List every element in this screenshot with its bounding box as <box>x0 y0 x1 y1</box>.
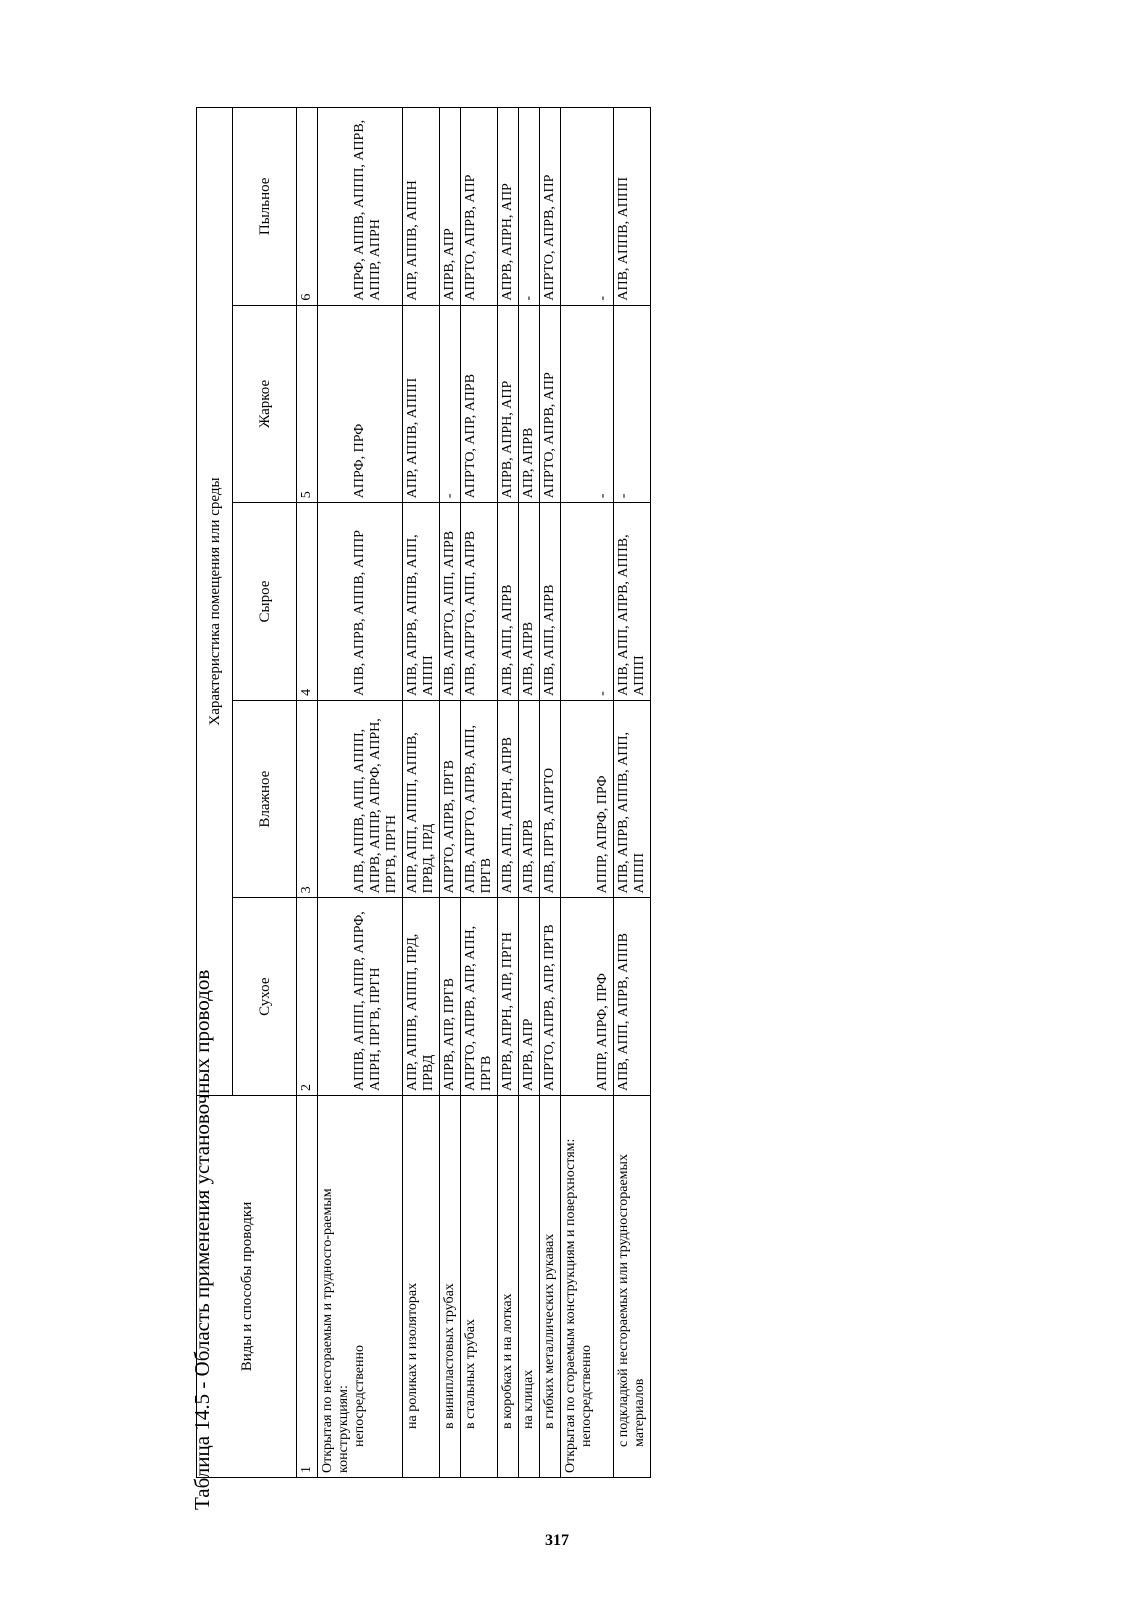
table-cell: АПВ, ПРГВ, АПРТО <box>540 700 561 898</box>
column-number: 5 <box>297 305 318 503</box>
row-method <box>318 1096 403 1478</box>
header-methods: Виды и способы проводки <box>197 1096 297 1478</box>
table-cell: АПР, АПРВ <box>519 305 540 503</box>
header-col-damp: Сырое <box>233 503 297 701</box>
table-cell: АПРВ, АПРН, АПР <box>498 305 519 503</box>
table-row <box>614 108 651 1478</box>
row-method: в стальных трубах <box>461 1096 498 1478</box>
table-row <box>403 108 440 1478</box>
table-row <box>540 108 561 1478</box>
table-cell: АПРТО, АПРВ, АПР <box>540 305 561 503</box>
table-cell: АПВ, АПП, АПРВ, АППВ <box>614 898 651 1096</box>
table-row <box>498 108 519 1478</box>
table-cell: АПРТО, АПРВ, АПР, АПН, ПРГВ <box>461 898 498 1096</box>
table-cell: АПВ, АПРВ <box>519 503 540 701</box>
table-cell: АПРТО, АПРВ, ПРГВ <box>440 700 461 898</box>
column-number: 2 <box>297 898 318 1096</box>
table-row <box>318 108 403 1478</box>
row-method: в винипластовых трубах <box>440 1096 461 1478</box>
column-number: 6 <box>297 108 318 306</box>
table-cell: АПРВ, АПРН, АПР <box>498 108 519 306</box>
table-cell: АПР, АППВ, АППП <box>403 305 440 503</box>
table-cell: АППР, АПРФ, ПРФ <box>561 700 614 898</box>
table-cell: АПР, АППВ, АППН <box>403 108 440 306</box>
wiring-table <box>196 107 651 1478</box>
table-cell: АПВ, АПП, АПРН, АПРВ <box>498 700 519 898</box>
table-cell: АПРВ, АПРН, АПР, ПРГН <box>498 898 519 1096</box>
row-method <box>561 1096 614 1478</box>
method-label: непосредственно <box>352 1345 367 1447</box>
rotated-table-wrapper <box>196 108 836 1478</box>
row-method: на клицах <box>519 1096 540 1478</box>
table-cell: АПРТО, АПРВ, АПР <box>461 108 498 306</box>
column-number: 1 <box>297 1096 318 1478</box>
header-col-humid: Влажное <box>233 700 297 898</box>
table-cell: АПР, АПП, АППП, АППВ, ПРВД, ПРД <box>403 700 440 898</box>
method-label: непосредственно <box>579 1345 594 1447</box>
table-cell: АПРТО, АПР, АПРВ <box>461 305 498 503</box>
table-cell: АПРВ, АПР <box>519 898 540 1096</box>
column-number: 3 <box>297 700 318 898</box>
column-number: 4 <box>297 503 318 701</box>
header-col-dusty: Пыльное <box>233 108 297 306</box>
table-cell: АПВ, АПРВ, АППВ, АППР <box>318 503 403 701</box>
table-cell: АПРФ, ПРФ <box>318 305 403 503</box>
row-method: в гибких металлических рукавах <box>540 1096 561 1478</box>
table-cell: АПВ, АПРВ <box>519 700 540 898</box>
row-method: на роликах и изоляторах <box>403 1096 440 1478</box>
table-row <box>561 108 614 1478</box>
table-row <box>519 108 540 1478</box>
header-col-dry: Сухое <box>233 898 297 1096</box>
table-cell: АПРВ, АПР <box>440 108 461 306</box>
table-cell: - <box>561 108 614 306</box>
table-cell: АПВ, АПРВ, АППВ, АПП, АППП <box>403 503 440 701</box>
table-row <box>440 108 461 1478</box>
group-label: Открытая по несгораемым и трудносго-раемым конструкциям: <box>320 1188 351 1473</box>
table-cell: АПВ, АПП, АПРВ, АППВ, АППП <box>614 503 651 701</box>
table-cell: АПРФ, АППВ, АППП, АПРВ, АППР, АПРН <box>318 108 403 306</box>
table-cell: АППВ, АППП, АППР, АПРФ, АПРН, ПРГВ, ПРГН <box>318 898 403 1096</box>
table-cell: АППР, АПРФ, ПРФ <box>561 898 614 1096</box>
page-number: 317 <box>545 1532 569 1549</box>
table-cell: АПВ, АППВ, АППП <box>614 108 651 306</box>
row-method: в коробках и на лотках <box>498 1096 519 1478</box>
table-cell: АПРТО, АПРВ, АПР, ПРГВ <box>540 898 561 1096</box>
table-title: Таблица 14.5 - Область применения установочных проводов <box>190 969 214 1510</box>
table-cell dash: - <box>440 305 461 503</box>
header-col-hot: Жаркое <box>233 305 297 503</box>
table-cell: АПВ, АПП, АПРВ <box>540 503 561 701</box>
table-cell: - <box>561 305 614 503</box>
table-cell: АПРТО, АПРВ, АПР <box>540 108 561 306</box>
column-number-row <box>297 108 318 1478</box>
table-cell: АПРВ, АПР, ПРГВ <box>440 898 461 1096</box>
table-cell: - <box>614 305 651 503</box>
table-cell: АПВ, АПП, АПРВ <box>498 503 519 701</box>
table-cell: АПР, АППВ, АППП, ПРД, ПРВД <box>403 898 440 1096</box>
table-cell: АПВ, АПРТО, АПП, АПРВ <box>440 503 461 701</box>
table-cell: АПВ, АПРТО, АПРВ, АПП, ПРГВ <box>461 700 498 898</box>
table-cell: - <box>519 108 540 306</box>
table-cell: - <box>561 503 614 701</box>
header-environment: Характеристика помещения или среды <box>197 108 233 1096</box>
table-cell: АПВ, АППВ, АПП, АППП, АПРВ, АППР, АПРФ, АПРН, ПРГВ, ПРГН <box>318 700 403 898</box>
group-label: Открытая по сгораемым конструкциям и поверхностям: <box>563 1138 578 1473</box>
table-cell: АПВ, АПРВ, АППВ, АПП, АППП <box>614 700 651 898</box>
row-method: с подкладкой несгораемых или трудносгораемых материалов <box>614 1096 651 1478</box>
table-row <box>461 108 498 1478</box>
table-cell: АПВ, АПРТО, АПП, АПРВ <box>461 503 498 701</box>
